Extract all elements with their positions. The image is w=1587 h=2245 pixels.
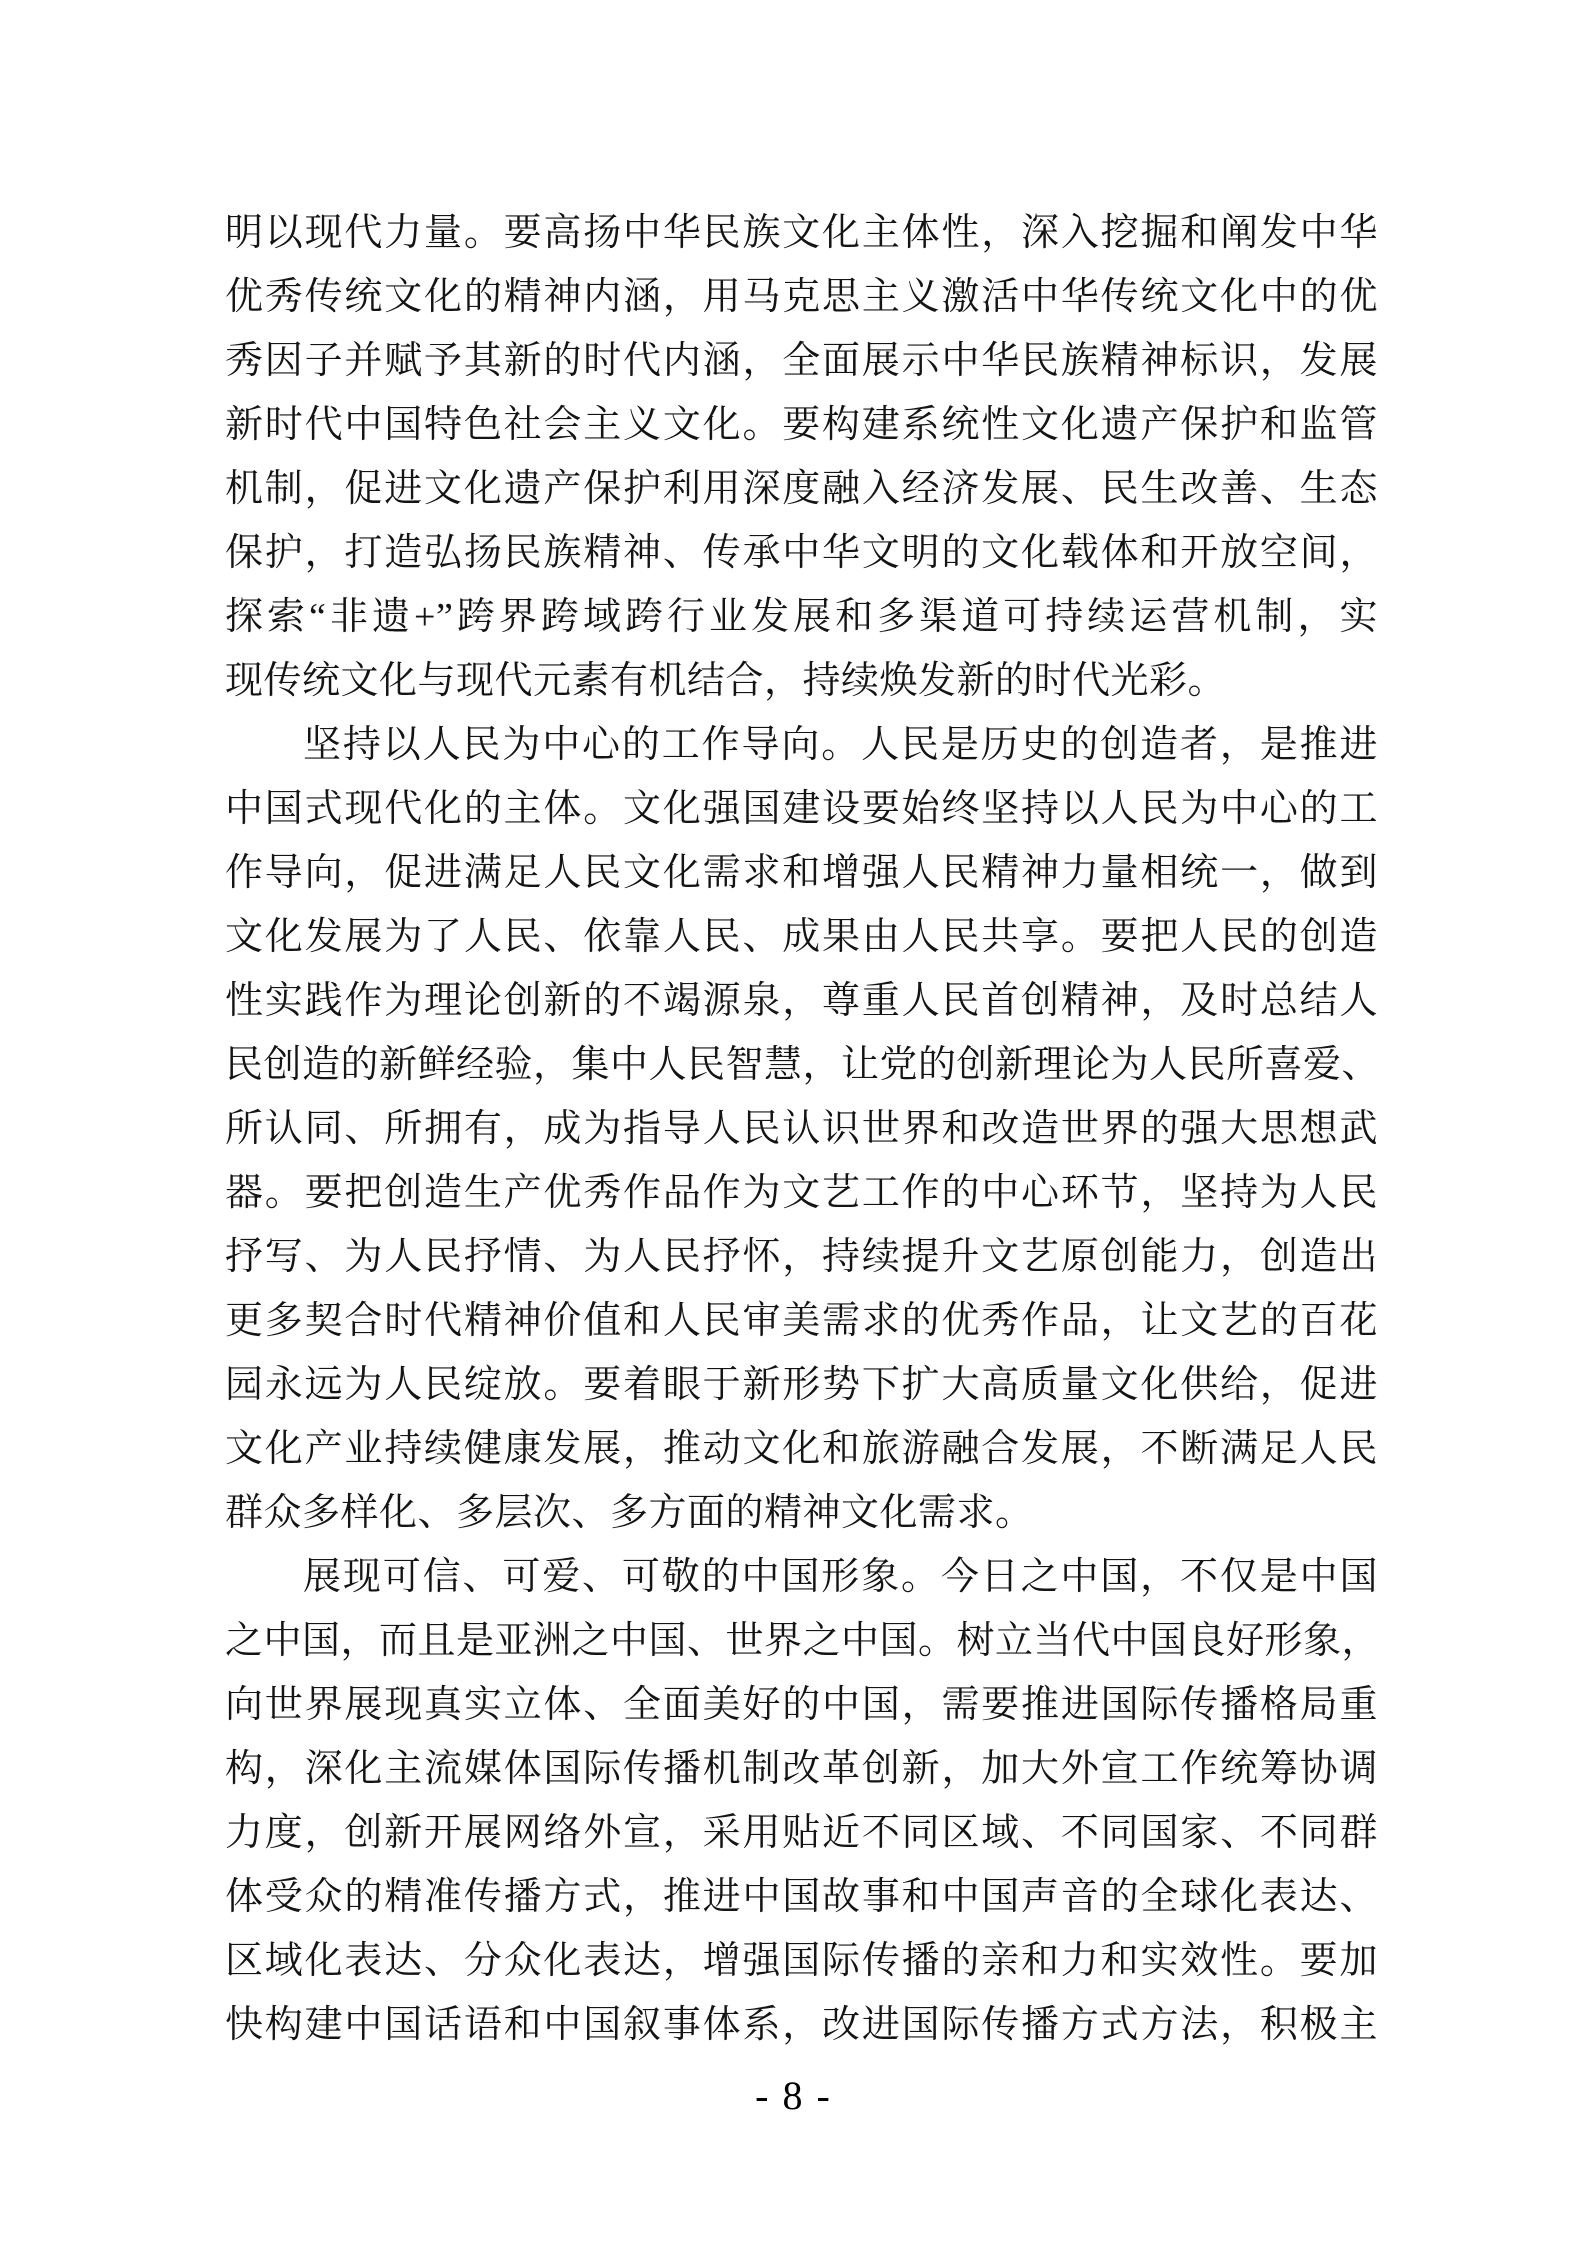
page-number: - 8 - [755,2073,832,2118]
text-line: 秀因子并赋予其新的时代内涵，全面展示中华民族精神标识，发展 [225,340,1378,382]
text-line: 区域化表达、分众化表达，增强国际传播的亲和力和实效性。要加 [225,1940,1378,1982]
text-line: 展现可信、可爱、可敬的中国形象。今日之中国，不仅是中国 [303,1556,1378,1598]
text-line: 群众多样化、多层次、多方面的精神文化需求。 [225,1492,1034,1534]
text-line: 作导向，促进满足人民文化需求和增强人民精神力量相统一，做到 [225,852,1378,894]
text-line: 性实践作为理论创新的不竭源泉，尊重人民首创精神，及时总结人 [225,980,1378,1022]
text-line: 保护，打造弘扬民族精神、传承中华文明的文化载体和开放空间， [225,532,1378,574]
text-line: 之中国，而且是亚洲之中国、世界之中国。树立当代中国良好形象， [225,1620,1381,1662]
text-line: 抒写、为人民抒情、为人民抒怀，持续提升文艺原创能力，创造出 [225,1236,1378,1278]
text-line: 器。要把创造生产优秀作品作为文艺工作的中心环节，坚持为人民 [225,1172,1378,1214]
text-line: 优秀传统文化的精神内涵，用马克思主义激活中华传统文化中的优 [225,276,1378,318]
text-line: 体受众的精准传播方式，推进中国故事和中国声音的全球化表达、 [225,1876,1378,1918]
text-line: 现传统文化与现代元素有机结合，持续焕发新的时代光彩。 [225,660,1227,702]
text-line: 机制，促进文化遗产保护利用深度融入经济发展、民生改善、生态 [225,468,1378,510]
text-line: 文化发展为了人民、依靠人民、成果由人民共享。要把人民的创造 [225,916,1378,958]
text-line: 明以现代力量。要高扬中华民族文化主体性，深入挖掘和阐发中华 [225,212,1378,254]
text-line: 园永远为人民绽放。要着眼于新形势下扩大高质量文化供给，促进 [225,1364,1378,1406]
text-line: 新时代中国特色社会主义文化。要构建系统性文化遗产保护和监管 [225,404,1378,446]
body-text [225,201,1381,2057]
text-line: 所认同、所拥有，成为指导人民认识世界和改造世界的强大思想武 [225,1108,1378,1150]
text-line: 中国式现代化的主体。文化强国建设要始终坚持以人民为中心的工 [225,788,1378,830]
text-line: 文化产业持续健康发展，推动文化和旅游融合发展，不断满足人民 [225,1428,1378,1470]
text-line: 向世界展现真实立体、全面美好的中国，需要推进国际传播格局重 [225,1684,1378,1726]
text-line: 民创造的新鲜经验，集中人民智慧，让党的创新理论为人民所喜爱、 [225,1044,1381,1086]
text-line: 构，深化主流媒体国际传播机制改革创新，加大外宣工作统筹协调 [225,1748,1378,1790]
text-line: 坚持以人民为中心的工作导向。人民是历史的创造者，是推进 [303,724,1378,766]
text-line: 快构建中国话语和中国叙事体系，改进国际传播方式方法，积极主 [225,2004,1378,2046]
text-line: 探索“非遗+”跨界跨域跨行业发展和多渠道可持续运营机制，实 [225,596,1378,638]
text-line: 更多契合时代精神价值和人民审美需求的优秀作品，让文艺的百花 [225,1300,1378,1342]
text-line: 力度，创新开展网络外宣，采用贴近不同区域、不同国家、不同群 [225,1812,1378,1854]
